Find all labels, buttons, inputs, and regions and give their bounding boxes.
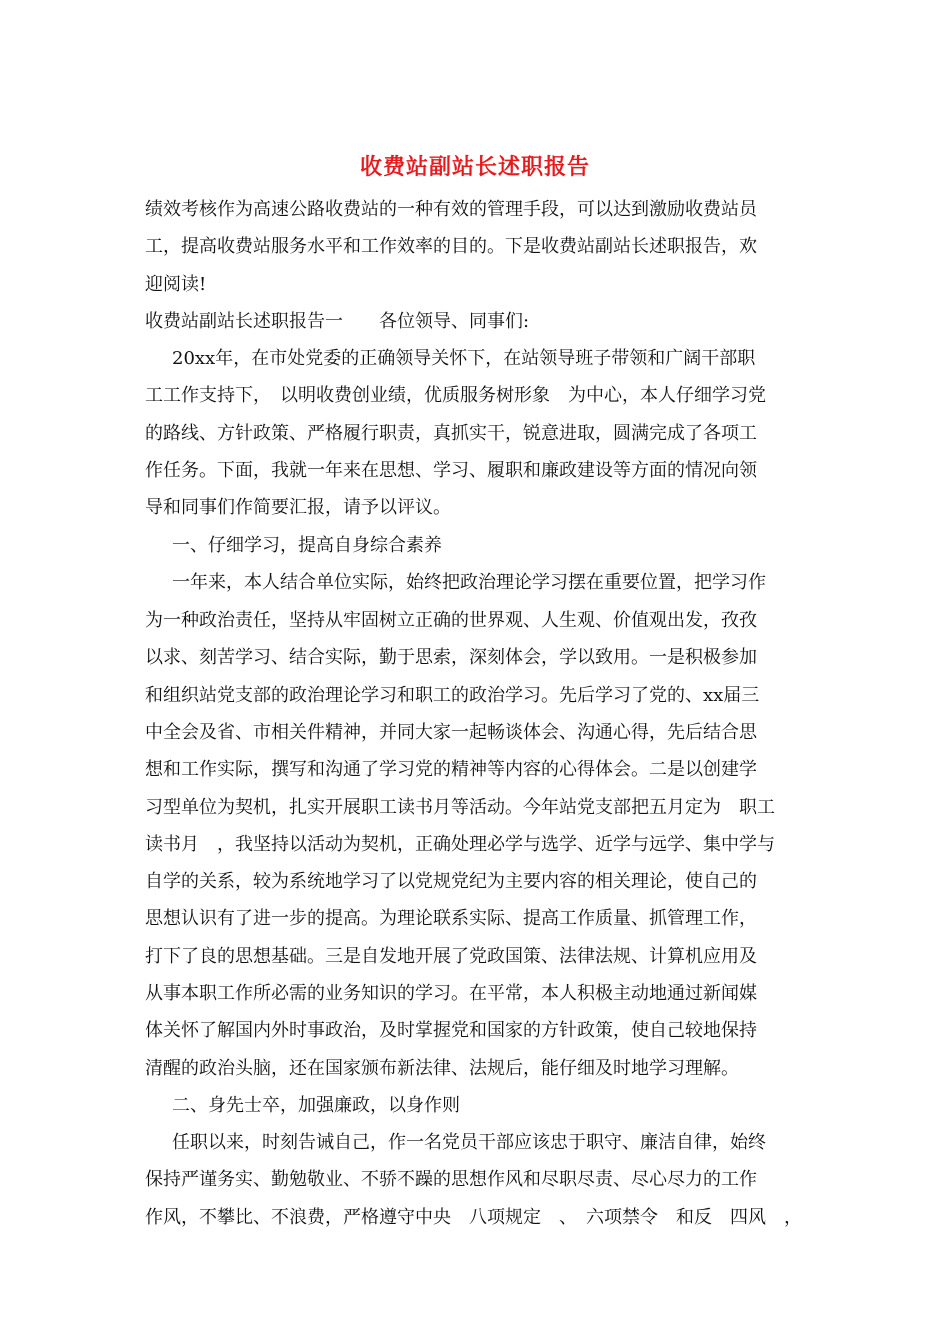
- text-line: 迎阅读!: [145, 274, 207, 295]
- text-line: 想和工作实际，撰写和沟通了学习党的精神等内容的心得体会。二是以创建学: [145, 759, 757, 780]
- text-line: 收费站副站长述职报告一 各位领导、同事们:: [145, 311, 530, 332]
- text-line: 中全会及省、市相关件精神，并同大家一起畅谈体会、沟通心得，先后结合思: [145, 722, 757, 743]
- text-line: 导和同事们作简要汇报，请予以评议。: [145, 497, 451, 518]
- document-title: 收费站副站长述职报告: [359, 154, 590, 180]
- text-line: 以求、刻苦学习、结合实际，勤于思索，深刻体会，学以致用。一是积极参加: [145, 647, 757, 668]
- text-line: 自学的关系，较为系统地学习了以党规党纪为主要内容的相关理论，使自己的: [145, 871, 757, 892]
- text-line: 工工作支持下， 以明收费创业绩，优质服务树形象 为中心，本人仔细学习党: [145, 385, 766, 406]
- text-line: 的路线、方针政策、严格履行职责，真抓实干，锐意进取，圆满完成了各项工: [145, 423, 757, 444]
- text-line: 打下了良的思想基础。三是自发地开展了党政国策、法律法规、计算机应用及: [145, 946, 757, 967]
- text-line: 为一种政治责任，坚持从牢固树立正确的世界观、人生观、价值观出发，孜孜: [145, 610, 757, 631]
- section-heading: 一、仔细学习，提高自身综合素养: [172, 535, 442, 556]
- text-line: 思想认识有了进一步的提高。为理论联系实际、提高工作质量、抓管理工作，: [145, 908, 757, 929]
- text-line: 习型单位为契机，扎实开展职工读书月等活动。今年站党支部把五月定为 职工: [145, 797, 775, 818]
- text-line: 读书月 ，我坚持以活动为契机，正确处理必学与选学、近学与远学、集中学与: [145, 834, 775, 855]
- text-line: 从事本职工作所必需的业务知识的学习。在平常，本人积极主动地通过新闻媒: [145, 983, 757, 1004]
- text-line: 一年来，本人结合单位实际，始终把政治理论学习摆在重要位置，把学习作: [172, 572, 766, 593]
- text-line: 清醒的政治头脑，还在国家颁布新法律、法规后，能仔细及时地学习理解。: [145, 1058, 739, 1079]
- text-line: 体关怀了解国内外时事政治，及时掌握党和国家的方针政策，使自己较地保持: [145, 1020, 757, 1041]
- text-line: 保持严谨务实、勤勉敬业、不骄不躁的思想作风和尽职尽责、尽心尽力的工作: [145, 1169, 757, 1190]
- text-line: 绩效考核作为高速公路收费站的一种有效的管理手段，可以达到激励收费站员: [145, 199, 757, 220]
- text-line: 20xx年，在市处党委的正确领导关怀下，在站领导班子带领和广阔干部职: [172, 348, 756, 369]
- text-line: 作任务。下面，我就一年来在思想、学习、履职和廉政建设等方面的情况向领: [145, 460, 757, 481]
- section-heading: 二、身先士卒，加强廉政，以身作则: [172, 1095, 460, 1116]
- text-line: 和组织站党支部的政治理论学习和职工的政治学习。先后学习了党的、xx届三: [145, 685, 760, 706]
- text-line: 任职以来，时刻告诫自己，作一名党员干部应该忠于职守、廉洁自律，始终: [172, 1132, 766, 1153]
- text-line: 工，提高收费站服务水平和工作效率的目的。下是收费站副站长述职报告，欢: [145, 236, 757, 257]
- text-line: 作风，不攀比、不浪费，严格遵守中央 八项规定 、 六项禁令 和反 四风 ，: [145, 1207, 802, 1228]
